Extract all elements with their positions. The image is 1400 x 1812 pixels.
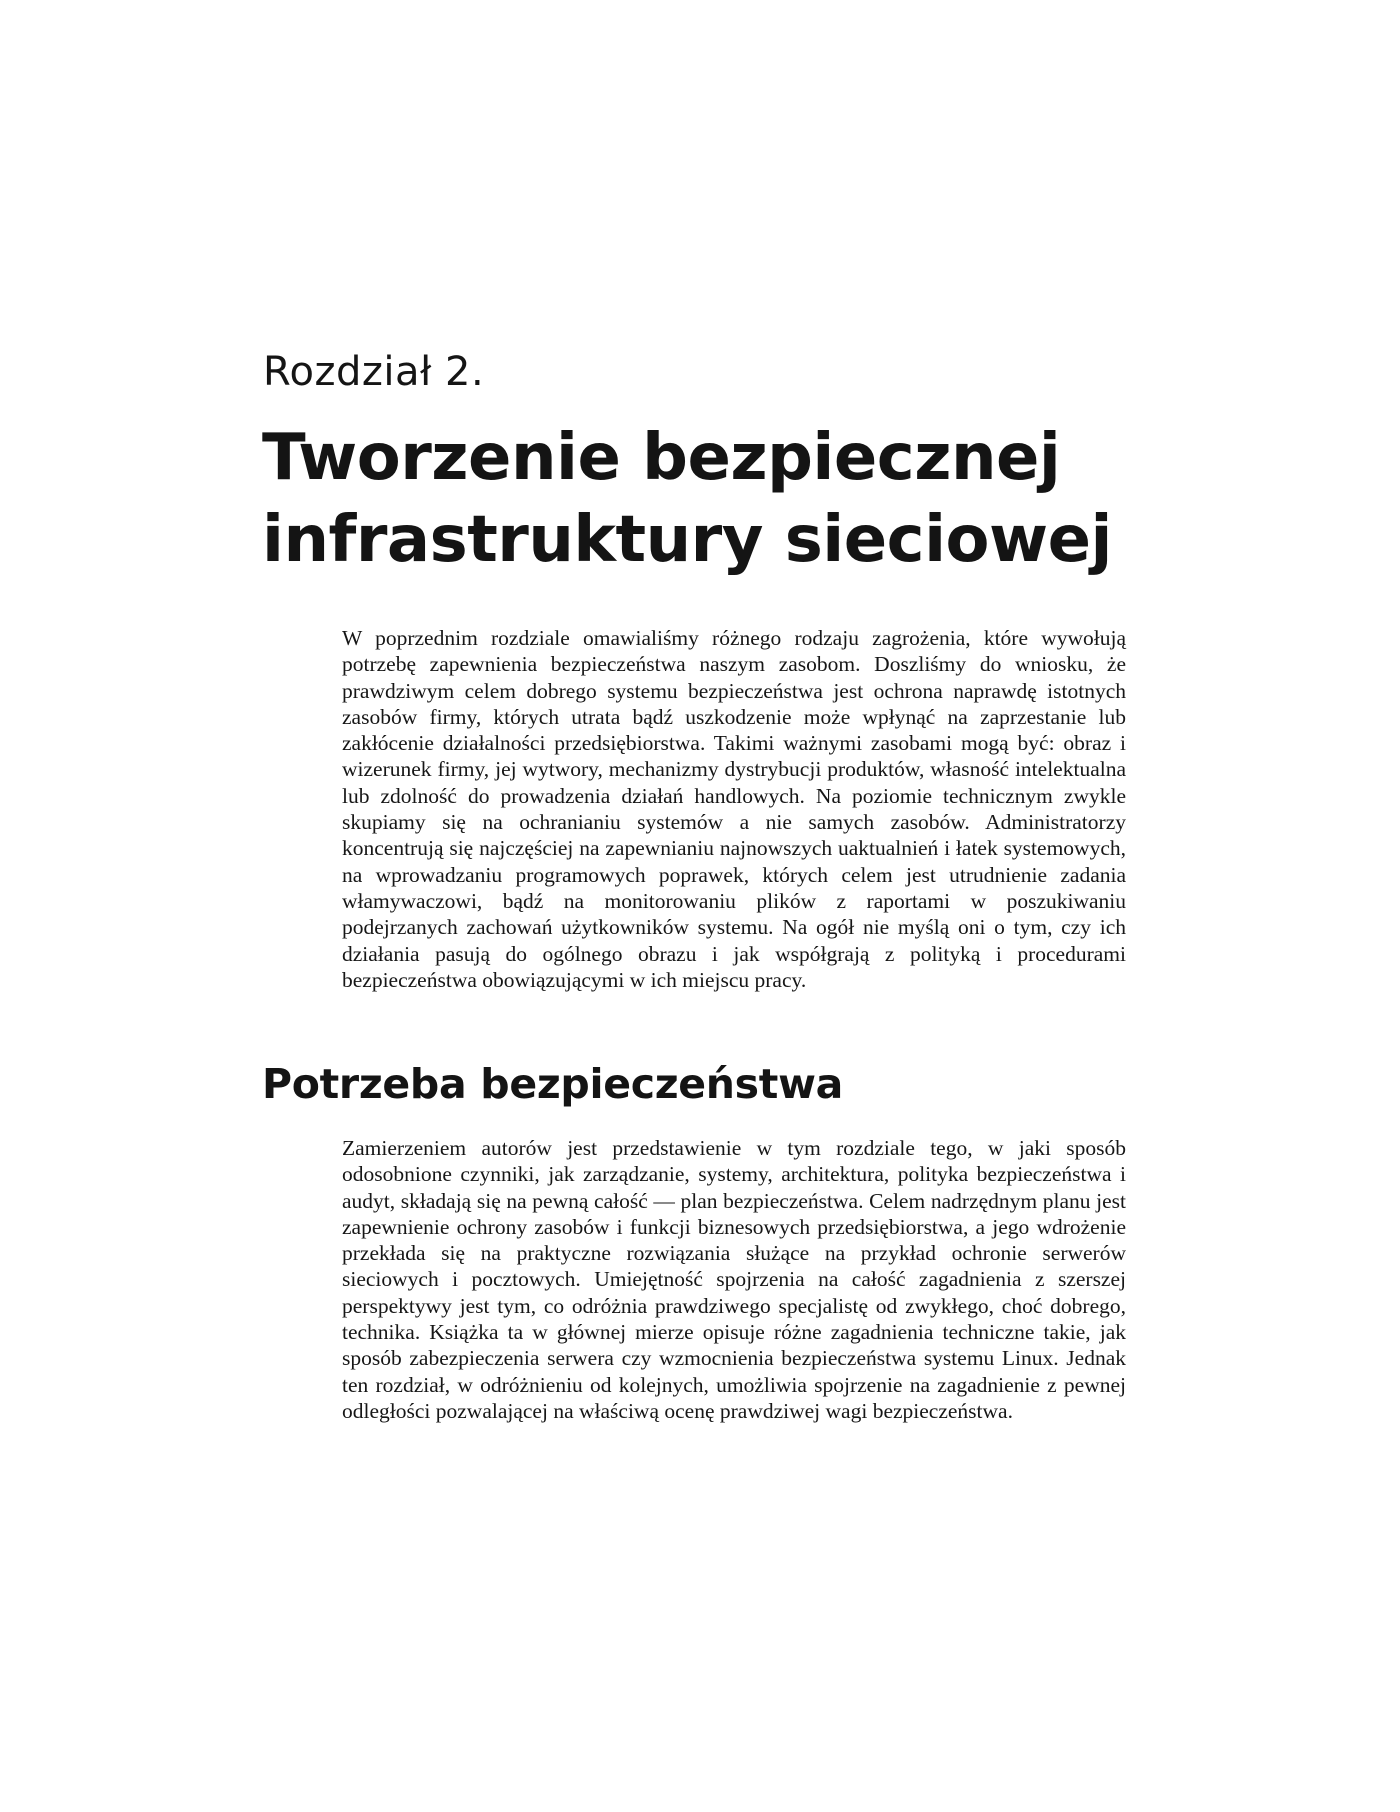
section-paragraph: Zamierzeniem autorów jest przedstawienie w tym rozdziale tego, w jaki sposób odosobnione czynniki, jak zarządzanie, systemy, architektura, polityka bezpieczeństwa i audyt, składają się na pewną całość — plan bezpieczeństwa. Celem nadrzędnym planu jest zapewnienie ochrony zasobów i funkcji biznesowych przedsiębiorstwa, a jego wdrożenie przekłada się na praktyczne rozwiązania służące na przykład ochronie serwerów sieciowych i pocztowych. Umiejętność spojrzenia na całość zagadnienia z szerszej perspektywy jest tym, co odróżnia prawdziwego specjalistę od zwykłego, choć dobrego, technika. Książka ta w głównej mierze opisuje różne zagadnienia techniczne takie, jak sposób zabezpieczenia serwera czy wzmocnienia bezpieczeństwa systemu Linux. Jednak ten rozdział, w odróżnieniu od kolejnych, umożliwia spojrzenie na zagadnienie z pewnej odległości pozwalającej na właściwą ocenę prawdziwej wagi bezpieczeństwa. bbox=[342, 1136, 1126, 1423]
section-heading: Potrzeba bezpieczeństwa bbox=[262, 1060, 844, 1108]
chapter-label: Rozdział 2. bbox=[263, 349, 485, 395]
chapter-title: Tworzenie bezpiecznej infrastruktury sieciowej bbox=[262, 421, 1112, 577]
intro-paragraph: W poprzednim rozdziale omawialiśmy różnego rodzaju zagrożenia, które wywołują potrzebę zapewnienia bezpieczeństwa naszym zasobom. Doszliśmy do wniosku, że prawdziwym celem dobrego systemu bezpieczeństwa jest ochrona naprawdę istotnych zasobów firmy, których utrata bądź uszkodzenie może wpłynąć na zaprzestanie lub zakłócenie działalności przedsiębiorstwa. Takimi ważnymi zasobami mogą być: obraz i wizerunek firmy, jej wytwory, mechanizmy dystrybucji produktów, własność intelektualna lub zdolność do prowadzenia działań handlowych. Na poziomie technicznym zwykle skupiamy się na ochranianiu systemów a nie samych zasobów. Administratorzy koncentrują się najczęściej na zapewnianiu najnowszych uaktualnień i łatek systemowych, na wprowadzaniu programowych poprawek, których celem jest utrudnienie zadania włamywaczowi, bądź na monitorowaniu plików z raportami w poszukiwaniu podejrzanych zachowań użytkowników systemu. Na ogół nie myślą oni o tym, czy ich działania pasują do ogólnego obrazu i jak współgrają z polityką i procedurami bezpieczeństwa obowiązującymi w ich miejscu pracy. bbox=[342, 626, 1126, 992]
